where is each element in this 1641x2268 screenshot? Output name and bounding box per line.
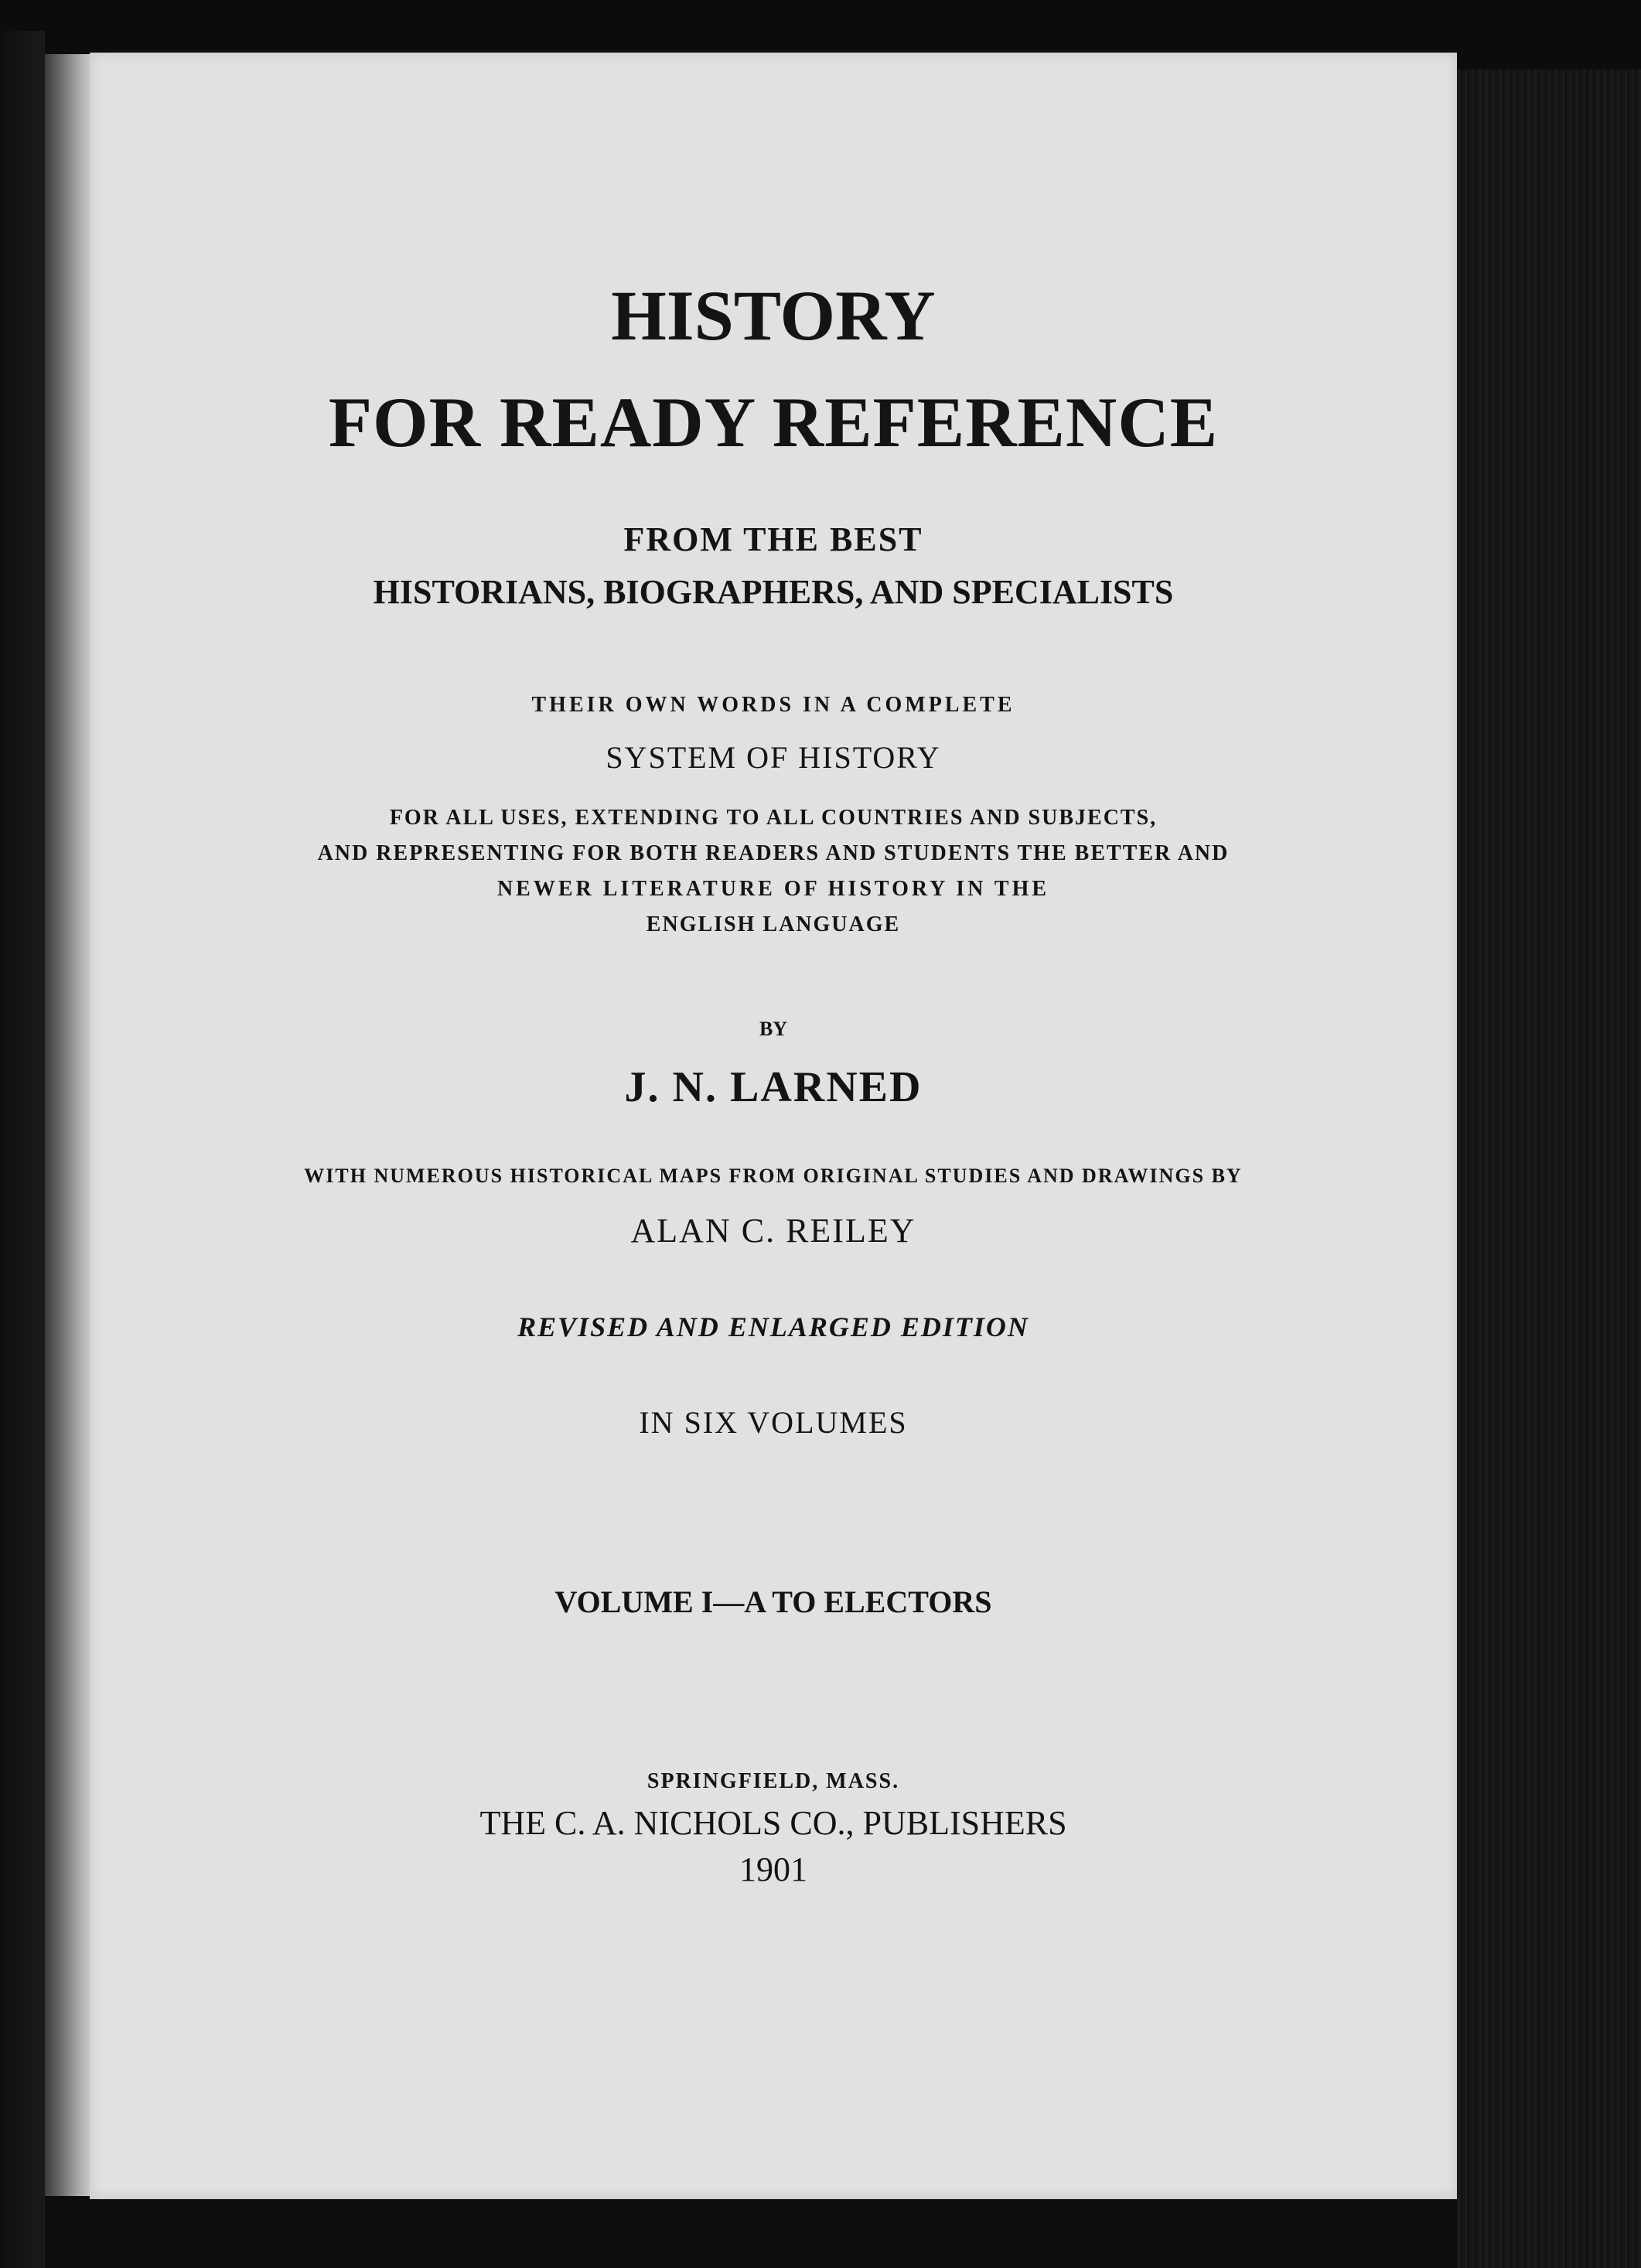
edition-note: REVISED AND ENLARGED EDITION	[517, 1311, 1029, 1342]
subtitle-line-2: HISTORIANS, BIOGRAPHERS, AND SPECIALISTS	[373, 573, 1174, 611]
description-line-2: SYSTEM OF HISTORY	[606, 740, 941, 775]
title-line-1: HISTORY	[611, 276, 936, 355]
illustrator-name: ALAN C. REILEY	[630, 1212, 916, 1250]
author-name: J. N. LARNED	[624, 1063, 923, 1111]
binding-gutter	[45, 54, 93, 2196]
publisher-name: THE C. A. NICHOLS CO., PUBLISHERS	[479, 1804, 1067, 1842]
publication-year: 1901	[739, 1850, 807, 1888]
description-line-5: NEWER LITERATURE OF HISTORY IN THE	[496, 877, 1050, 901]
description-line-6: ENGLISH LANGUAGE	[646, 912, 901, 936]
volume-count: IN SIX VOLUMES	[639, 1405, 908, 1440]
description-line-4: AND REPRESENTING FOR BOTH READERS AND STUDENTS THE BETTER AND	[317, 841, 1230, 865]
title-line-2: FOR READY REFERENCE	[328, 383, 1219, 462]
description-line-1: THEIR OWN WORDS IN A COMPLETE	[531, 693, 1015, 717]
subtitle-line-1: FROM THE BEST	[623, 520, 923, 558]
description-line-3: FOR ALL USES, EXTENDING TO ALL COUNTRIES AND SUBJECTS,	[389, 806, 1158, 830]
volume-designation: VOLUME I—A TO ELECTORS	[554, 1584, 992, 1619]
maps-credit-line: WITH NUMEROUS HISTORICAL MAPS FROM ORIGINAL STUDIES AND DRAWINGS BY	[304, 1165, 1243, 1187]
left-page-edge	[0, 31, 45, 2268]
right-page-stack	[1457, 70, 1641, 2268]
publisher-city: SPRINGFIELD, MASS.	[647, 1769, 900, 1793]
by-label: BY	[759, 1018, 788, 1040]
bottom-shadow	[45, 2199, 1457, 2268]
